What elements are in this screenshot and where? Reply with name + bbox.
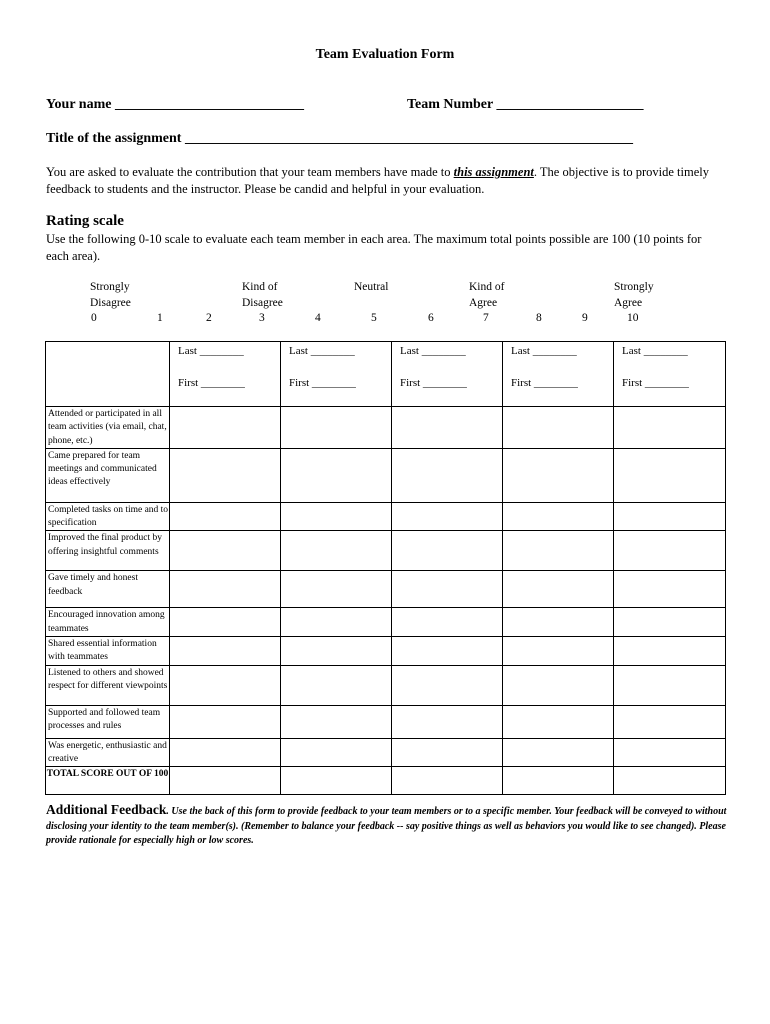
score-cell[interactable] [392, 448, 503, 502]
scale-anchor-strongly-disagree: Strongly Disagree [90, 281, 131, 309]
member-last-name-field[interactable]: Last ________ [281, 342, 392, 374]
intro-emphasis: this assignment [453, 165, 534, 179]
table-row [46, 608, 726, 637]
table-row [46, 407, 726, 449]
scale-anchor-strongly-agree: Strongly Agree [614, 281, 654, 309]
score-cell[interactable] [170, 448, 281, 502]
criterion-label: Completed tasks on time and to specification [46, 502, 170, 531]
score-cell[interactable] [170, 608, 281, 637]
score-cell[interactable] [503, 448, 614, 502]
total-score-label: TOTAL SCORE OUT OF 100 [46, 767, 170, 795]
score-cell[interactable] [170, 571, 281, 608]
member-last-name-field[interactable]: Last ________ [503, 342, 614, 374]
table-row [46, 738, 726, 767]
table-row [46, 502, 726, 531]
member-last-name-field[interactable]: Last ________ [392, 342, 503, 374]
total-cell[interactable] [614, 767, 726, 795]
score-cell[interactable] [392, 738, 503, 767]
total-cell[interactable] [281, 767, 392, 795]
score-cell[interactable] [281, 705, 392, 738]
criterion-label: Encouraged innovation among teammates [46, 608, 170, 637]
additional-feedback-heading: Additional Feedback [46, 802, 167, 817]
scale-number: 5 [371, 312, 377, 324]
member-last-name-field[interactable]: Last ________ [614, 342, 726, 374]
scale-number: 4 [315, 312, 321, 324]
member-first-name-field[interactable]: First ________ [503, 374, 614, 407]
score-cell[interactable] [503, 705, 614, 738]
evaluation-table [45, 341, 726, 795]
rating-scale-heading: Rating scale [46, 213, 124, 229]
criterion-label: Improved the final product by offering insightful comments [46, 531, 170, 571]
score-cell[interactable] [281, 448, 392, 502]
header-corner-cell [46, 342, 170, 407]
score-cell[interactable] [503, 407, 614, 449]
score-cell[interactable] [614, 571, 726, 608]
score-cell[interactable] [614, 665, 726, 705]
scale-anchor-neutral: Neutral [354, 281, 389, 293]
score-cell[interactable] [170, 531, 281, 571]
scale-number: 8 [536, 312, 542, 324]
intro-paragraph [46, 164, 716, 198]
table-row [46, 705, 726, 738]
score-cell[interactable] [503, 531, 614, 571]
score-cell[interactable] [392, 608, 503, 637]
score-cell[interactable] [170, 502, 281, 531]
total-cell[interactable] [392, 767, 503, 795]
scale-anchor-kind-of-agree: Kind of Agree [469, 281, 505, 309]
table-row [46, 637, 726, 666]
criterion-label: Gave timely and honest feedback [46, 571, 170, 608]
score-cell[interactable] [614, 407, 726, 449]
scale-number: 3 [259, 312, 265, 324]
score-cell[interactable] [281, 571, 392, 608]
scale-anchor-kind-of-disagree: Kind of Disagree [242, 281, 283, 309]
additional-feedback [46, 803, 736, 849]
scale-number: 6 [428, 312, 434, 324]
member-last-name-field[interactable]: Last ________ [170, 342, 281, 374]
table-row-total [46, 767, 726, 795]
assignment-title-field[interactable]: Title of the assignment ________________________________________________________________ [46, 131, 633, 146]
score-cell[interactable] [503, 665, 614, 705]
table-row [46, 448, 726, 502]
score-cell[interactable] [392, 637, 503, 666]
scale-number: 2 [206, 312, 212, 324]
score-cell[interactable] [281, 502, 392, 531]
score-cell[interactable] [503, 637, 614, 666]
member-first-name-field[interactable]: First ________ [170, 374, 281, 407]
criterion-label: Supported and followed team processes and rules [46, 705, 170, 738]
score-cell[interactable] [503, 502, 614, 531]
score-cell[interactable] [281, 665, 392, 705]
score-cell[interactable] [503, 571, 614, 608]
score-cell[interactable] [614, 448, 726, 502]
member-first-name-field[interactable]: First ________ [614, 374, 726, 407]
criterion-label: Came prepared for team meetings and communicated ideas effectively [46, 448, 170, 502]
score-cell[interactable] [281, 738, 392, 767]
criterion-label: Was energetic, enthusiastic and creative [46, 738, 170, 767]
score-cell[interactable] [392, 502, 503, 531]
score-cell[interactable] [392, 571, 503, 608]
score-cell[interactable] [503, 738, 614, 767]
table-row [46, 665, 726, 705]
table-row [46, 571, 726, 608]
score-cell[interactable] [392, 665, 503, 705]
score-cell[interactable] [170, 637, 281, 666]
total-cell[interactable] [170, 767, 281, 795]
score-cell[interactable] [392, 531, 503, 571]
member-first-name-field[interactable]: First ________ [281, 374, 392, 407]
score-cell[interactable] [281, 608, 392, 637]
intro-text-after: . The objective is to provide timely feedback to students and the instructor. Please be candid and helpful in your evaluation. [46, 165, 709, 196]
score-cell[interactable] [170, 407, 281, 449]
table-row [46, 531, 726, 571]
score-cell[interactable] [614, 705, 726, 738]
your-name-field[interactable]: Your name ___________________________ [46, 97, 304, 112]
score-cell[interactable] [281, 637, 392, 666]
team-number-field[interactable]: Team Number _____________________ [407, 97, 644, 112]
form-title: Team Evaluation Form [315, 47, 455, 62]
score-cell[interactable] [614, 608, 726, 637]
score-cell[interactable] [614, 502, 726, 531]
scale-number: 0 [91, 312, 97, 324]
additional-feedback-text: . Use the back of this form to provide feedback to your team members or to a specific member. Your feedback will be conveyed to without disclosing your identity to the team member(s). (Remember to balance your feedback -- say positive things as well as behaviors you would like to see changed). Please provide rationale for especially high or low scores. [46, 806, 727, 846]
criterion-label: Listened to others and showed respect for different viewpoints [46, 665, 170, 705]
score-cell[interactable] [170, 665, 281, 705]
score-cell[interactable] [392, 407, 503, 449]
score-cell[interactable] [281, 407, 392, 449]
scale-number: 9 [582, 312, 588, 324]
score-cell[interactable] [392, 705, 503, 738]
score-cell[interactable] [281, 531, 392, 571]
scale-number: 7 [483, 312, 489, 324]
intro-text-before: You are asked to evaluate the contribution that your team members have made to [46, 165, 454, 179]
score-cell[interactable] [170, 705, 281, 738]
score-cell[interactable] [614, 637, 726, 666]
criterion-label: Shared essential information with teammates [46, 637, 170, 666]
criterion-label: Attended or participated in all team activities (via email, chat, phone, etc.) [46, 407, 170, 449]
rating-scale-description: Use the following 0-10 scale to evaluate each team member in each area. The maximum total points possible are 100 (10 points for each area). [46, 232, 702, 263]
total-cell[interactable] [503, 767, 614, 795]
score-cell[interactable] [614, 531, 726, 571]
member-first-name-field[interactable]: First ________ [392, 374, 503, 407]
scale-number: 10 [627, 312, 639, 324]
score-cell[interactable] [614, 738, 726, 767]
scale-number: 1 [157, 312, 163, 324]
score-cell[interactable] [170, 738, 281, 767]
score-cell[interactable] [503, 608, 614, 637]
